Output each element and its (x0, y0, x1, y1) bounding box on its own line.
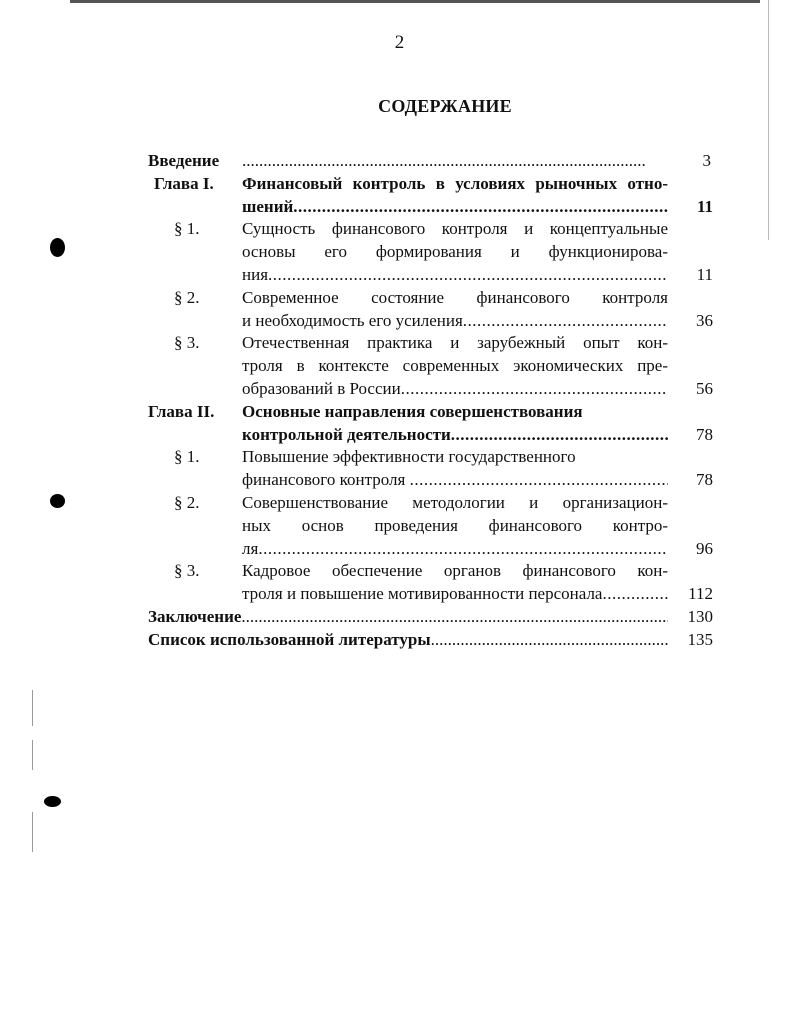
toc-section-page: 11 (696, 264, 713, 284)
toc-line: ных основ проведения финансового контро- (242, 515, 668, 535)
toc-leader-dots (242, 150, 646, 173)
toc-section-title (242, 560, 668, 606)
toc-entry-conclusion[interactable] (148, 606, 713, 629)
scan-left-mark (32, 690, 33, 726)
toc-line: основы его формирования и функционирова- (242, 242, 668, 262)
toc-section-label: § 2. (174, 492, 200, 512)
toc-chapter-1-label: Глава I. (154, 173, 214, 193)
toc-chapter-1-title (242, 173, 668, 219)
toc-section-label: § 3. (174, 333, 200, 353)
toc-entry-ch1-sec3[interactable] (148, 332, 713, 400)
punch-hole-mark (44, 796, 61, 807)
toc-line: шений (242, 196, 294, 216)
toc-section-title (242, 446, 668, 492)
toc-section-label: § 1. (174, 219, 200, 239)
toc-section-label: § 2. (174, 287, 200, 307)
toc-line: Финансовый контроль в условиях рыночных отно- (242, 173, 668, 193)
toc-leader-dots (463, 310, 668, 333)
punch-hole-mark (50, 238, 65, 257)
toc-section-title (242, 218, 668, 286)
toc-line: Отечественная практика и зарубежный опыт кон- (242, 333, 668, 353)
toc-section-label: § 3. (174, 561, 200, 581)
toc-chapter-1-page: 11 (696, 196, 713, 216)
toc-leader-dots (293, 196, 668, 219)
toc-section-page: 36 (696, 310, 713, 330)
toc-entry-ch2-sec1[interactable] (148, 446, 713, 492)
toc-line: финансового контроля (242, 470, 410, 490)
page-number: 2 (394, 32, 405, 53)
toc-line: Совершенствование методологии и организацион- (242, 492, 668, 512)
toc-entry-ch1-sec2[interactable] (148, 287, 713, 333)
toc-references-label: Список использованной литературы (148, 629, 431, 649)
toc-conclusion-label: Заключение (148, 606, 242, 626)
toc-section-title (242, 492, 668, 560)
toc-leader-dots (268, 264, 668, 287)
toc-entry-ch1-sec1[interactable] (148, 218, 713, 286)
toc-section-page: 112 (688, 584, 713, 604)
page-title: СОДЕРЖАНИЕ (378, 96, 512, 116)
toc-line: Сущность финансового контроля и концептуальные (242, 219, 668, 239)
table-of-contents (148, 150, 713, 652)
toc-entry-ch2-sec2[interactable] (148, 492, 713, 560)
toc-leader-dots (602, 583, 668, 606)
toc-leader-dots (401, 378, 668, 401)
toc-intro-page: 3 (702, 151, 711, 170)
toc-line: и необходимость его усиления (242, 310, 463, 330)
toc-entry-chapter-2[interactable] (148, 401, 713, 447)
toc-section-title (242, 332, 668, 400)
toc-line: контрольной деятельности (242, 424, 451, 444)
toc-section-page: 96 (696, 538, 713, 558)
toc-intro-label: Введение (148, 151, 220, 170)
toc-chapter-2-title (242, 401, 668, 447)
toc-entry-chapter-1[interactable] (148, 173, 713, 219)
toc-entry-intro[interactable] (148, 150, 713, 173)
toc-section-label: § 1. (174, 447, 200, 467)
toc-leader-dots (258, 538, 668, 561)
scan-left-mark (32, 740, 33, 770)
toc-line: ля (242, 538, 259, 558)
toc-line: Кадровое обеспечение органов финансового кон- (242, 561, 668, 581)
punch-hole-mark (50, 494, 65, 508)
toc-leader-dots (410, 469, 668, 492)
toc-chapter-2-label: Глава II. (148, 401, 215, 421)
toc-line: Современное состояние финансового контроля (242, 287, 668, 307)
toc-line: Основные направления совершенствования (242, 401, 583, 421)
toc-conclusion-title (148, 606, 668, 629)
toc-line: образований в России (242, 378, 401, 398)
toc-line: Повышение эффективности государственного (242, 447, 576, 467)
toc-references-title (148, 629, 668, 652)
toc-leader-dots (431, 629, 668, 652)
toc-section-title (242, 287, 668, 333)
toc-chapter-2-page: 78 (696, 424, 713, 444)
toc-line: троля в контексте современных экономических пре- (242, 356, 668, 376)
toc-section-page: 56 (696, 378, 713, 398)
toc-section-page: 78 (696, 470, 713, 490)
toc-entry-references[interactable] (148, 629, 713, 652)
toc-leader-dots (451, 424, 668, 447)
toc-line: ния (242, 264, 269, 284)
scan-left-mark (32, 812, 33, 852)
toc-references-page: 135 (687, 629, 713, 649)
toc-line: троля и повышение мотивированности персонала (242, 584, 603, 604)
toc-entry-ch2-sec3[interactable] (148, 560, 713, 606)
toc-conclusion-page: 130 (687, 606, 713, 626)
toc-leader-dots (241, 606, 668, 629)
scan-top-rule (70, 0, 760, 3)
